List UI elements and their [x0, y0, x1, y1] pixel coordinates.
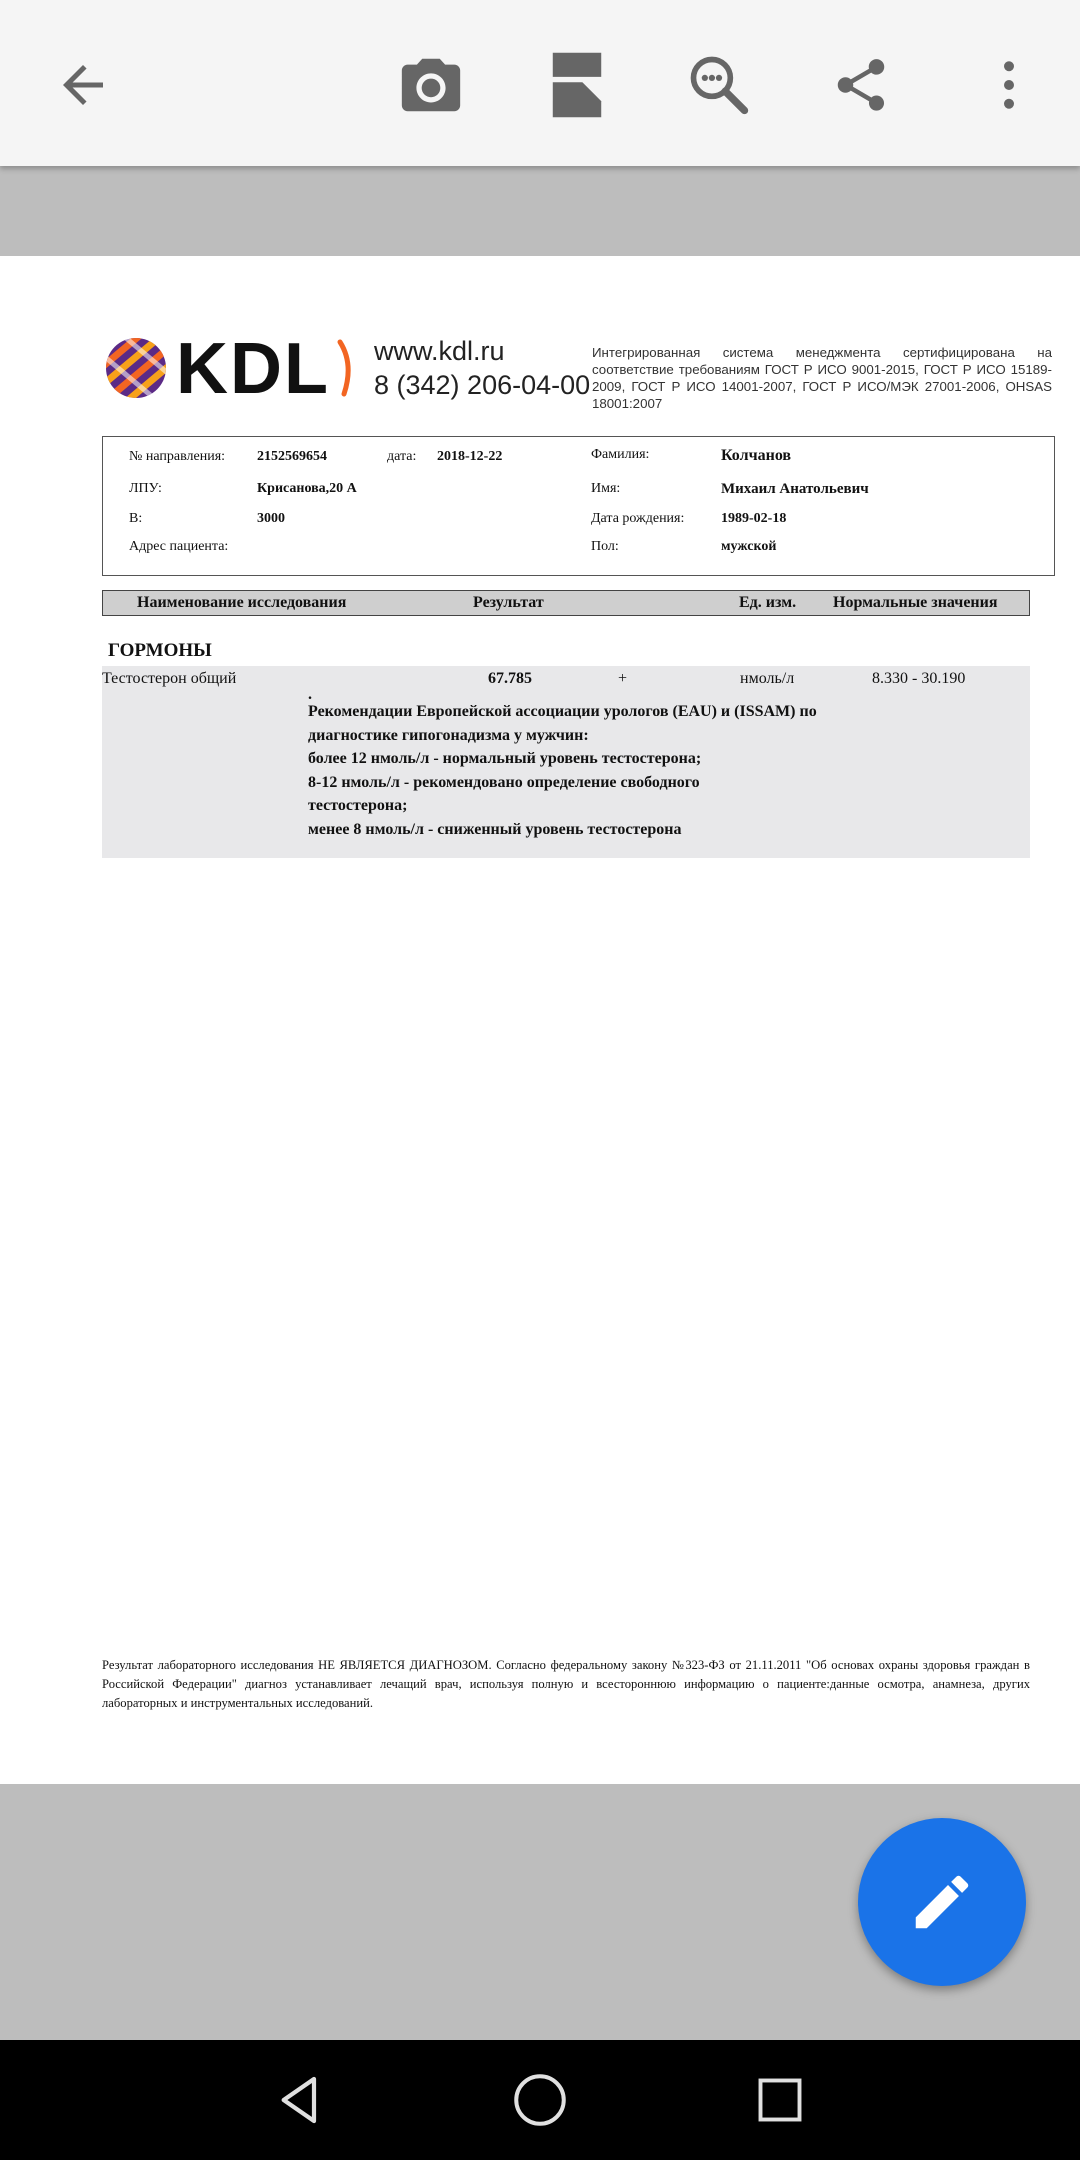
name-value: Михаил Анатольевич: [721, 481, 869, 497]
col-normal-range: Нормальные значения: [833, 594, 998, 611]
ref-number-value: 2152569654: [257, 449, 327, 464]
recommendation-note: [308, 700, 948, 841]
certification-text: Интегрированная система менеджмента сертифицирована на соответствие требованиям ГОСТ Р ИСО 9001-2015, ГОСТ Р ИСО 15189-2009, ГОСТ Р ИСО 14001-2007, ГОСТ Р ИСО/МЭК 27001-2006, OHSAS 18001:2007: [592, 345, 1052, 411]
nav-back-icon: [272, 2072, 328, 2128]
nav-home-icon: [510, 2070, 570, 2130]
viewer-margin: [0, 166, 1080, 256]
note-line: более 12 нмоль/л - нормальный уровень тестостерона;: [308, 750, 702, 767]
result-unit: нмоль/л: [740, 670, 795, 687]
more-options-button[interactable]: [964, 40, 1054, 130]
document-button[interactable]: [532, 40, 622, 130]
address-label: Адрес пациента:: [129, 539, 229, 554]
nav-recents-button[interactable]: [740, 2060, 820, 2140]
logo-chevron-icon: [336, 338, 358, 398]
col-unit: Ед. изм.: [739, 594, 797, 611]
patient-info-box: [102, 436, 1055, 576]
search-icon: [685, 51, 753, 119]
ref-number-label: № направления:: [129, 449, 226, 464]
edit-pencil-icon: [907, 1867, 977, 1937]
surname-value: Колчанов: [721, 447, 792, 464]
surname-label: Фамилия:: [591, 447, 650, 462]
results-table-header: [102, 590, 1030, 616]
lab-phone: 8 (342) 206-04-00: [374, 370, 591, 400]
back-arrow-icon: [53, 55, 113, 115]
test-name: Тестостерон общий: [102, 670, 237, 687]
nav-recents-icon: [754, 2074, 806, 2126]
nav-back-button[interactable]: [260, 2060, 340, 2140]
sex-label: Пол:: [591, 539, 619, 554]
sex-value: мужской: [721, 539, 777, 554]
result-value: 67.785: [488, 670, 532, 687]
col-test-name: Наименование исследования: [137, 594, 347, 611]
document-icon: [549, 50, 605, 120]
kdl-wordmark: KDL: [176, 329, 330, 409]
camera-button[interactable]: [386, 40, 476, 130]
search-button[interactable]: [674, 40, 764, 130]
kdl-logo-mark-icon: [104, 336, 168, 400]
edit-fab-button[interactable]: [858, 1818, 1026, 1986]
system-navigation-bar: [0, 2040, 1080, 2160]
camera-icon: [396, 50, 466, 120]
section-title: ГОРМОНЫ: [108, 640, 212, 661]
v-label: В:: [129, 511, 143, 526]
document-page[interactable]: [0, 256, 1080, 1784]
share-button[interactable]: [816, 40, 906, 130]
dob-value: 1989-02-18: [721, 511, 787, 526]
note-line: 8-12 нмоль/л - рекомендовано определение свободного: [308, 773, 700, 791]
lpu-label: ЛПУ:: [129, 481, 162, 496]
share-icon: [830, 54, 892, 116]
col-result: Результат: [473, 594, 544, 611]
nav-home-button[interactable]: [500, 2060, 580, 2140]
legal-disclaimer: Результат лабораторного исследования НЕ ЯВЛЯЕТСЯ ДИАГНОЗОМ. Согласно федеральному закону №323-ФЗ от 21.11.2011 "Об основах охраны здоровья граждан в Российской Федерации" диагноз устанавливает лечащий врач, используя полную и всестороннюю информацию о пациенте:данные осмотра, анамнеза, других лабораторных и инструментальных исследований.: [102, 1658, 1030, 1710]
date-value: 2018-12-22: [437, 449, 503, 464]
note-line: диагностике гипогонадизма у мужчин:: [308, 726, 589, 744]
name-label: Имя:: [591, 481, 621, 496]
note-line: тестостерона;: [308, 797, 408, 814]
app-toolbar: [0, 0, 1080, 166]
note-line: менее 8 нмоль/л - сниженный уровень тестостерона: [308, 820, 682, 838]
note-dot: .: [308, 686, 312, 703]
lab-website: www.kdl.ru: [374, 336, 505, 366]
v-value: 3000: [257, 511, 285, 526]
more-vert-icon: [979, 55, 1039, 115]
reference-range: 8.330 - 30.190: [872, 670, 966, 687]
note-line: Рекомендации Европейской ассоциации урологов (EAU) и (ISSAM) по: [308, 703, 817, 720]
result-row: [102, 666, 1030, 858]
result-flag: +: [618, 670, 628, 687]
back-button[interactable]: [38, 40, 128, 130]
dob-label: Дата рождения:: [591, 511, 685, 526]
lpu-value: Крисанова,20 А: [257, 481, 357, 496]
date-label: дата:: [387, 449, 417, 464]
